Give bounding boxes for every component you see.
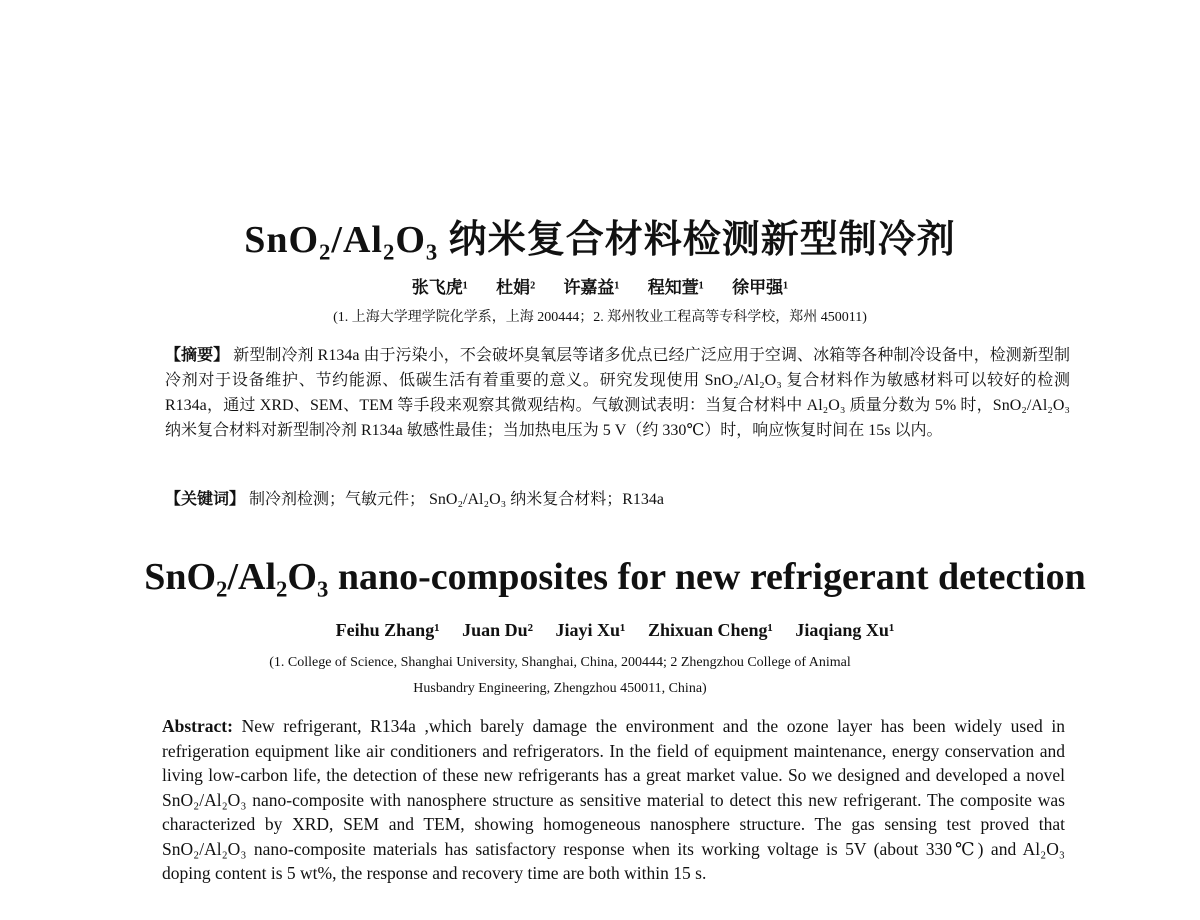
english-affiliation-line: Husbandry Engineering, Zhengzhou 450011, China) (413, 681, 707, 696)
chinese-keywords-text: 制冷剂检测；气敏元件； SnO₂/Al₂O₃ 纳米复合材料；R134a (249, 491, 664, 508)
english-author: Juan Du² (462, 620, 534, 640)
english-author: Zhixuan Cheng¹ (647, 620, 773, 640)
chinese-author: 程知萱¹ (647, 278, 704, 297)
english-authors (0, 620, 1200, 641)
english-abstract-text: New refrigerant, R134a ,which barely damage the environment and the ozone layer has been widely used in refrigeration equipment like air conditioners and refrigerators. In the field of equipment maintenance, energy conservation and living low-carbon life, the detection of these new refrigerants has a great market value. So we designed and developed a novel SnO₂/Al₂O₃ nano-composite with nanosphere structure as sensitive material to detect this new refrigerant. The composite was characterized by XRD, SEM and TEM, showing homogeneous nanosphere structure. The gas sensing test proved that SnO₂/Al₂O₃ nano-composite materials has satisfactory response when its working voltage is 5V (about 330℃) and Al₂O₃ doping content is 5 wt%, the response and recovery time are both within 15 s. (162, 716, 1066, 883)
chinese-title: SnO₂/Al₂O₃ 纳米复合材料检测新型制冷剂 (244, 219, 956, 261)
english-abstract (162, 714, 1065, 886)
english-author: Feihu Zhang¹ (335, 620, 440, 640)
chinese-author: 许嘉益¹ (563, 278, 620, 297)
chinese-keywords (165, 486, 1070, 512)
chinese-abstract-label: 【摘要】 (165, 345, 230, 364)
chinese-abstract-text: 新型制冷剂 R134a 由于污染小，不会破坏臭氧层等诸多优点已经广泛应用于空调、冰箱等各种制冷设备中，检测新型制冷剂对于设备维护、节约能源、低碳生活有着重要的意义。研究发现使用 SnO₂/Al₂O₃ 复合材料作为敏感材料可以较好的检测 R134a，通过 XRD、SEM、TEM 等手段来观察其微观结构。气敏测试表明：当复合材料中 Al₂O₃ 质量分数为 5% 时，SnO₂/Al₂O₃ 纳米复合材料对新型制冷剂 R134a 敏感性最佳；当加热电压为 5 V（约 330℃）时，响应恢复时间在 15s 以内。 (165, 347, 1070, 439)
english-title: SnO₂/Al₂O₃ nano-composites for new refrigerant detection (144, 556, 1086, 598)
chinese-keywords-label: 【关键词】 (165, 489, 246, 508)
english-abstract-label: Abstract: (162, 716, 233, 736)
chinese-author: 张飞虎¹ (411, 278, 468, 297)
english-author: Jiaqiang Xu¹ (795, 620, 895, 640)
chinese-author: 徐甲强¹ (732, 278, 789, 297)
chinese-author: 杜娟² (496, 278, 536, 297)
english-affiliation-line: (1. College of Science, Shanghai University, Shanghai, China, 200444; 2 Zhengzhou College of Animal (269, 655, 851, 670)
chinese-affiliation: (1. 上海大学理学院化学系，上海 200444；2. 郑州牧业工程高等专科学校，郑州 450011) (333, 310, 867, 325)
chinese-abstract (165, 342, 1070, 443)
chinese-authors (0, 273, 1200, 298)
english-affiliation (0, 650, 1120, 702)
english-author: Jiayi Xu¹ (555, 620, 626, 640)
